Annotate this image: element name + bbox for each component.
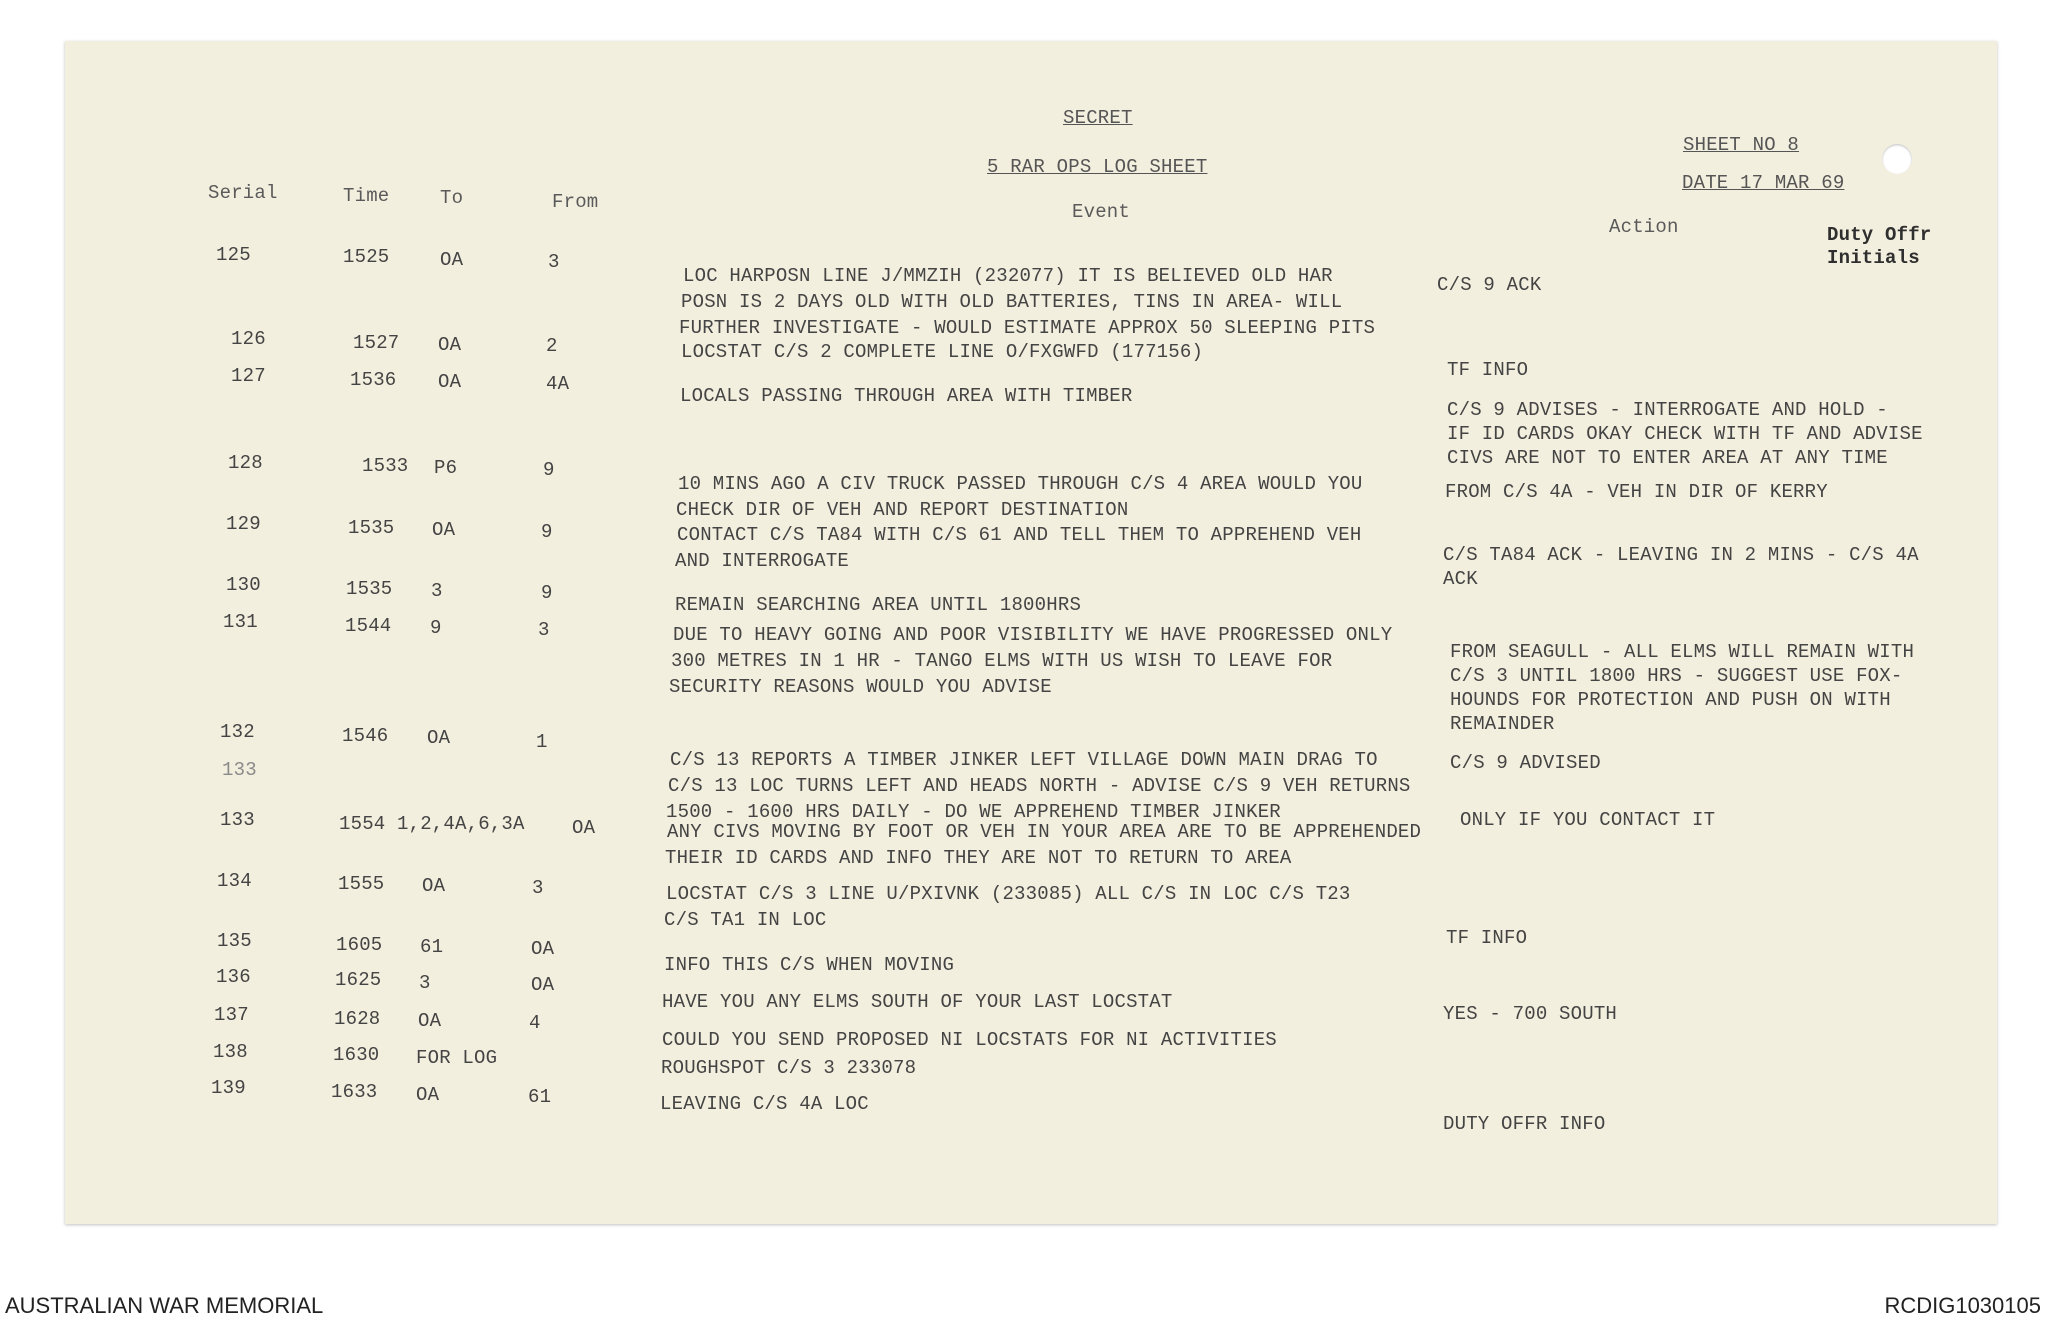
entry-action-line: C/S 3 UNTIL 1800 HRS - SUGGEST USE FOX- — [1450, 665, 1903, 687]
entry-event-line: CHECK DIR OF VEH AND REPORT DESTINATION — [676, 499, 1129, 521]
entry-event-line: LOC HARPOSN LINE J/MMZIH (232077) IT IS BELIEVED OLD HAR — [683, 265, 1333, 287]
entry-from: 3 — [538, 619, 550, 641]
entry-event-line: REMAIN SEARCHING AREA UNTIL 1800HRS — [675, 594, 1082, 616]
entry-from: 9 — [541, 582, 553, 604]
entry-event-line: C/S 13 REPORTS A TIMBER JINKER LEFT VILLAGE DOWN MAIN DRAG TO — [670, 749, 1378, 771]
entry-event-line: LOCALS PASSING THROUGH AREA WITH TIMBER — [680, 385, 1133, 407]
column-header-action: Action — [1609, 216, 1679, 238]
column-header-from: From — [552, 191, 599, 213]
entry-event-line: AND INTERROGATE — [675, 550, 850, 572]
entry-action-line: FROM SEAGULL - ALL ELMS WILL REMAIN WITH — [1450, 641, 1915, 663]
entry-to: FOR LOG — [416, 1047, 498, 1069]
column-header-event: Event — [1072, 201, 1131, 223]
entry-event-line: DUE TO HEAVY GOING AND POOR VISIBILITY WE HAVE PROGRESSED ONLY — [673, 624, 1393, 646]
entry-to: 3 — [431, 580, 443, 602]
entry-serial: 134 — [217, 870, 252, 892]
entry-event-line: SECURITY REASONS WOULD YOU ADVISE — [669, 676, 1052, 698]
column-header-initials: Initials — [1827, 247, 1920, 269]
entry-event-line: 10 MINS AGO A CIV TRUCK PASSED THROUGH C/S 4 AREA WOULD YOU — [678, 473, 1363, 495]
entry-time: 1535 — [348, 517, 395, 539]
entry-to: OA — [422, 875, 446, 897]
entry-action-line: CIVS ARE NOT TO ENTER AREA AT ANY TIME — [1447, 447, 1888, 469]
entry-serial: 139 — [211, 1077, 246, 1099]
entry-action-line: C/S 9 ADVISED — [1450, 752, 1601, 774]
entry-time: 1533 — [362, 455, 409, 477]
entry-event-line: 1500 - 1600 HRS DAILY - DO WE APPREHEND TIMBER JINKER — [666, 801, 1281, 823]
entry-from: OA — [531, 938, 555, 960]
entry-from: 4A — [546, 373, 570, 395]
entry-action-line: DUTY OFFR INFO — [1443, 1113, 1606, 1135]
entry-event-line: THEIR ID CARDS AND INFO THEY ARE NOT TO RETURN TO AREA — [665, 847, 1292, 869]
entry-serial: 137 — [214, 1004, 249, 1026]
entry-event-line: LOCSTAT C/S 2 COMPLETE LINE O/FXGWFD (177156) — [681, 341, 1204, 363]
column-header-serial: Serial — [208, 182, 278, 204]
entry-from: 4 — [529, 1012, 541, 1034]
entry-from: 9 — [543, 459, 555, 481]
entry-from: 2 — [546, 335, 558, 357]
entry-event-line: INFO THIS C/S WHEN MOVING — [664, 954, 955, 976]
entry-action-line: REMAINDER — [1450, 713, 1555, 735]
entry-serial: 131 — [223, 611, 258, 633]
entry-to: 1,2,4A,6,3A — [397, 813, 525, 835]
footer-institution: AUSTRALIAN WAR MEMORIAL — [5, 1293, 324, 1318]
entry-time: 1544 — [345, 615, 392, 637]
entry-from: 3 — [532, 877, 544, 899]
entry-event-line: LEAVING C/S 4A LOC — [660, 1093, 869, 1115]
entry-from: 1 — [536, 731, 548, 753]
sheet-number: SHEET NO 8 — [1683, 134, 1800, 156]
entry-time: 1554 — [339, 813, 386, 835]
entry-action-line: HOUNDS FOR PROTECTION AND PUSH ON WITH — [1450, 689, 1891, 711]
footer-record-id: RCDIG1030105 — [1884, 1293, 2041, 1318]
entry-action-line: TF INFO — [1447, 359, 1529, 381]
log-sheet-title: 5 RAR OPS LOG SHEET — [987, 156, 1208, 178]
entry-serial: 130 — [226, 574, 261, 596]
entry-to: OA — [418, 1010, 442, 1032]
entry-time: 1535 — [346, 578, 393, 600]
entry-event-line: C/S 13 LOC TURNS LEFT AND HEADS NORTH - ADVISE C/S 9 VEH RETURNS — [668, 775, 1411, 797]
entry-from: OA — [572, 817, 596, 839]
entry-action-line: YES - 700 SOUTH — [1443, 1003, 1618, 1025]
entry-action-line: FROM C/S 4A - VEH IN DIR OF KERRY — [1445, 481, 1828, 503]
classification-heading: SECRET — [1063, 107, 1133, 129]
entry-to: OA — [438, 334, 462, 356]
entry-time: 1630 — [333, 1044, 380, 1066]
column-header-to: To — [440, 187, 464, 209]
entry-time: 1546 — [342, 725, 389, 747]
entry-from: 9 — [541, 521, 553, 543]
entry-time: 1536 — [350, 369, 397, 391]
column-header-time: Time — [343, 185, 390, 207]
entry-action-line: ACK — [1443, 568, 1478, 590]
entry-serial: 136 — [216, 966, 251, 988]
entry-event-line: 300 METRES IN 1 HR - TANGO ELMS WITH US WISH TO LEAVE FOR — [671, 650, 1333, 672]
entry-to: 61 — [420, 936, 444, 958]
entry-from: OA — [531, 974, 555, 996]
entry-event-line: POSN IS 2 DAYS OLD WITH OLD BATTERIES, TINS IN AREA- WILL — [681, 291, 1343, 313]
entry-event-line: COULD YOU SEND PROPOSED NI LOCSTATS FOR NI ACTIVITIES — [662, 1029, 1277, 1051]
entry-from: 3 — [548, 251, 560, 273]
entry-time: 1527 — [353, 332, 400, 354]
entry-serial: 127 — [231, 365, 266, 387]
entry-event-line: ANY CIVS MOVING BY FOOT OR VEH IN YOUR AREA ARE TO BE APPREHENDED — [667, 821, 1422, 843]
entry-action-line: IF ID CARDS OKAY CHECK WITH TF AND ADVISE — [1447, 423, 1923, 445]
entry-to: 3 — [419, 972, 431, 994]
entry-to: OA — [438, 371, 462, 393]
entry-to: P6 — [434, 457, 458, 479]
punch-hole — [1882, 144, 1912, 174]
entry-to: OA — [440, 249, 464, 271]
entry-action-line: ONLY IF YOU CONTACT IT — [1460, 809, 1716, 831]
entry-serial: 133 — [220, 809, 255, 831]
entry-action-line: C/S 9 ADVISES - INTERROGATE AND HOLD - — [1447, 399, 1888, 421]
sheet-date: DATE 17 MAR 69 — [1682, 172, 1845, 194]
entry-from: 61 — [528, 1086, 552, 1108]
entry-time: 1633 — [331, 1081, 378, 1103]
entry-event-line: CONTACT C/S TA84 WITH C/S 61 AND TELL THEM TO APPREHEND VEH — [677, 524, 1362, 546]
entry-event-line: HAVE YOU ANY ELMS SOUTH OF YOUR LAST LOCSTAT — [662, 991, 1173, 1013]
entry-action-line: C/S 9 ACK — [1437, 274, 1542, 296]
entry-serial: 129 — [226, 513, 261, 535]
entry-action-line: TF INFO — [1446, 927, 1528, 949]
entry-time: 1525 — [343, 246, 390, 268]
entry-event-line: C/S TA1 IN LOC — [664, 909, 827, 931]
struck-serial: 133 — [222, 759, 257, 781]
entry-to: OA — [416, 1084, 440, 1106]
entry-time: 1625 — [335, 969, 382, 991]
entry-time: 1605 — [336, 934, 383, 956]
entry-serial: 126 — [231, 328, 266, 350]
entry-to: OA — [432, 519, 456, 541]
entry-time: 1555 — [338, 873, 385, 895]
entry-to: OA — [427, 727, 451, 749]
entry-serial: 132 — [220, 721, 255, 743]
entry-to: 9 — [430, 617, 442, 639]
entry-event-line: LOCSTAT C/S 3 LINE U/PXIVNK (233085) ALL C/S IN LOC C/S T23 — [666, 883, 1351, 905]
entry-action-line: C/S TA84 ACK - LEAVING IN 2 MINS - C/S 4A — [1443, 544, 1919, 566]
entry-time: 1628 — [334, 1008, 381, 1030]
entry-serial: 135 — [217, 930, 252, 952]
entry-event-line: ROUGHSPOT C/S 3 233078 — [661, 1057, 917, 1079]
column-header-duty-offr: Duty Offr — [1827, 224, 1932, 246]
entry-event-line: FURTHER INVESTIGATE - WOULD ESTIMATE APPROX 50 SLEEPING PITS — [679, 317, 1376, 339]
entry-serial: 128 — [228, 452, 263, 474]
entry-serial: 138 — [213, 1041, 248, 1063]
entry-serial: 125 — [216, 244, 251, 266]
